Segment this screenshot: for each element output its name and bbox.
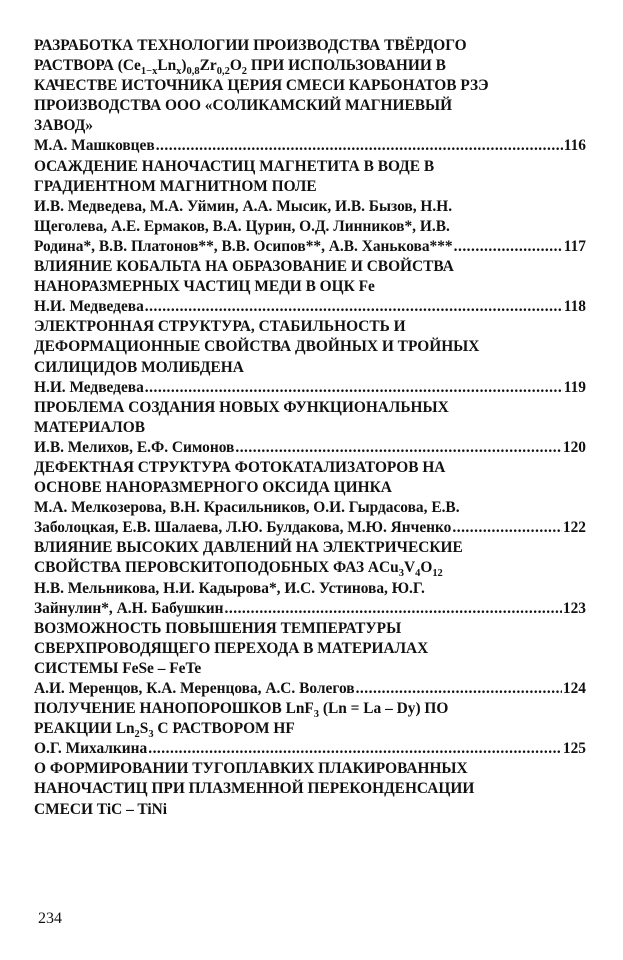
toc-entry-authors: А.И. Меренцов, К.А. Меренцова, А.С. Волегов — [34, 680, 355, 697]
toc-entry-title-line: ЭЛЕКТРОННАЯ СТРУКТУРА, СТАБИЛЬНОСТЬ И — [34, 318, 406, 336]
toc-entry-page: 116 — [563, 137, 586, 155]
toc-entry-authors: Н.И. Медведева — [34, 378, 144, 396]
toc-entry-title-line: ВОЗМОЖНОСТЬ ПОВЫШЕНИЯ ТЕМПЕРАТУРЫ — [34, 619, 402, 637]
toc-entry-page: 119 — [563, 378, 586, 396]
dot-leader — [148, 739, 562, 759]
toc-entry-page: 120 — [562, 438, 586, 456]
dot-leader — [156, 136, 563, 156]
toc-entry-authors: Заболоцкая, Е.В. Шалаева, Л.Ю. Булдакова, М.Ю. Янченко — [34, 519, 452, 537]
toc-entry-author-page-row — [34, 438, 586, 458]
toc-entry-authors: О.Г. Михалкина — [34, 740, 148, 758]
toc-entry-authors: И.В. Мелихов, Е.Ф. Симонов — [34, 438, 235, 456]
toc-entry-title-line: ДЕФЕКТНАЯ СТРУКТУРА ФОТОКАТАЛИЗАТОРОВ НА — [34, 458, 446, 476]
toc-entry — [34, 398, 586, 458]
toc-entry-page: 123 — [562, 599, 586, 617]
toc-entry-title-line: ЗАВОД» — [34, 117, 93, 135]
toc-entry-page: 117 — [563, 237, 586, 255]
toc-entry-title-line: ВЛИЯНИЕ КОБАЛЬТА НА ОБРАЗОВАНИЕ И СВОЙСТВА — [34, 258, 454, 276]
toc-entry-title-line: СВОЙСТВА ПЕРОВСКИТОПОДОБНЫХ ФАЗ $ACu_3V_4O_{12}$ — [34, 559, 443, 580]
toc-entry — [34, 317, 586, 397]
toc-entry-author-page-row — [34, 237, 586, 257]
toc-entry-title-line: МАТЕРИАЛОВ — [34, 418, 146, 436]
dot-leader — [145, 378, 563, 398]
toc-entry — [34, 759, 586, 819]
page-number: 234 — [38, 910, 62, 927]
toc-entry-page: 122 — [562, 519, 586, 537]
toc-entry-authors: Н.И. Медведева — [34, 298, 144, 316]
toc-entry-title-line: НАНОРАЗМЕРНЫХ ЧАСТИЦ МЕДИ В ОЦК Fe — [34, 278, 375, 296]
toc-entry-title-line: ОСНОВЕ НАНОРАЗМЕРНОГО ОКСИДА ЦИНКА — [34, 479, 392, 497]
toc-entry-title-line: СИЛИЦИДОВ МОЛИБДЕНА — [34, 358, 244, 376]
toc-entry-authors: Зайнулин*, А.Н. Бабушкин — [34, 599, 224, 617]
toc-entry-title-line: О ФОРМИРОВАНИИ ТУГОПЛАВКИХ ПЛАКИРОВАННЫХ — [34, 760, 468, 778]
dot-leader — [235, 438, 562, 458]
toc-entry-title-line: ПРОИЗВОДСТВА ООО «СОЛИКАМСКИЙ МАГНИЕВЫЙ — [34, 97, 453, 115]
toc-entry — [34, 157, 586, 257]
dot-leader — [356, 679, 562, 699]
toc-entry-author-page-row — [34, 378, 586, 398]
dot-leader — [454, 237, 563, 257]
toc-entry-title-line: СИСТЕМЫ FeSe – FeTe — [34, 659, 202, 677]
toc-entry — [34, 458, 586, 538]
toc-entry-title-line: РЕАКЦИИ $Ln_2S_3$ С РАСТВОРОМ HF — [34, 720, 295, 741]
toc-entry — [34, 619, 586, 699]
toc-entry-author-page-row — [34, 297, 586, 317]
toc-entry-title-line: РАЗРАБОТКА ТЕХНОЛОГИИ ПРОИЗВОДСТВА ТВЁРДОГО — [34, 37, 467, 54]
toc-entry-author-page-row — [34, 599, 586, 619]
toc-entry-title-line: ОСАЖДЕНИЕ НАНОЧАСТИЦ МАГНЕТИТА В ВОДЕ В — [34, 157, 435, 175]
toc-entry-page: 124 — [562, 680, 586, 697]
toc-entry-authors: М.А. Мелкозерова, В.Н. Красильников, О.И. Гырдасова, Е.В. — [34, 499, 460, 517]
toc-entry-authors: Щеголева, А.Е. Ермаков, В.А. Цурин, О.Д. Линников*, И.В. — [34, 217, 450, 235]
toc-entry-title-line: ПРОБЛЕМА СОЗДАНИЯ НОВЫХ ФУНКЦИОНАЛЬНЫХ — [34, 398, 449, 416]
toc-entry-title-line: НАНОЧАСТИЦ ПРИ ПЛАЗМЕННОЙ ПЕРЕКОНДЕНСАЦИИ — [34, 780, 475, 798]
toc-entry-title-line: ГРАДИЕНТНОМ МАГНИТНОМ ПОЛЕ — [34, 177, 317, 195]
table-of-contents — [34, 36, 586, 820]
toc-entry-title-line: ВЛИЯНИЕ ВЫСОКИХ ДАВЛЕНИЙ НА ЭЛЕКТРИЧЕСКИЕ — [34, 539, 463, 557]
toc-entry-title-line: ПОЛУЧЕНИЕ НАНОПОРОШКОВ LnF$_3$ (Ln = La – Dy) ПО — [34, 700, 449, 721]
toc-entry-page: 118 — [563, 298, 586, 316]
toc-entry-title-line: РАСТВОРА $(Ce_{1-x}Ln_x)_{0,8}Zr_{0,2}O_2$ ПРИ ИСПОЛЬЗОВАНИИ В — [34, 57, 446, 78]
toc-entry-author-page-row — [34, 679, 586, 699]
toc-entry — [34, 36, 586, 157]
toc-entry-page: 125 — [562, 740, 586, 758]
toc-entry-authors: М.А. Машковцев — [34, 137, 155, 155]
toc-entry-title-line: КАЧЕСТВЕ ИСТОЧНИКА ЦЕРИЯ СМЕСИ КАРБОНАТОВ РЗЭ — [34, 77, 489, 95]
dot-leader — [225, 599, 562, 619]
toc-entry — [34, 699, 586, 759]
toc-entry-authors: Родина*, В.В. Платонов**, В.В. Осипов**, А.В. Ханькова*** — [34, 237, 453, 255]
dot-leader — [145, 297, 563, 317]
toc-entry-authors: Н.В. Мельникова, Н.И. Кадырова*, И.С. Устинова, Ю.Г. — [34, 579, 425, 597]
toc-entry-authors: И.В. Медведева, М.А. Уймин, А.А. Мысик, И.В. Бызов, Н.Н. — [34, 197, 453, 215]
toc-entry — [34, 257, 586, 317]
toc-entry-author-page-row — [34, 136, 586, 156]
toc-entry-title-line: СМЕСИ TiC – TiNi — [34, 800, 167, 818]
toc-entry-author-page-row — [34, 518, 586, 538]
toc-entry — [34, 538, 586, 618]
toc-entry-title-line: ДЕФОРМАЦИОННЫЕ СВОЙСТВА ДВОЙНЫХ И ТРОЙНЫХ — [34, 338, 480, 356]
dot-leader — [452, 518, 562, 538]
toc-entry-title-line: СВЕРХПРОВОДЯЩЕГО ПЕРЕХОДА В МАТЕРИАЛАХ — [34, 639, 429, 657]
toc-entry-author-page-row — [34, 739, 586, 759]
